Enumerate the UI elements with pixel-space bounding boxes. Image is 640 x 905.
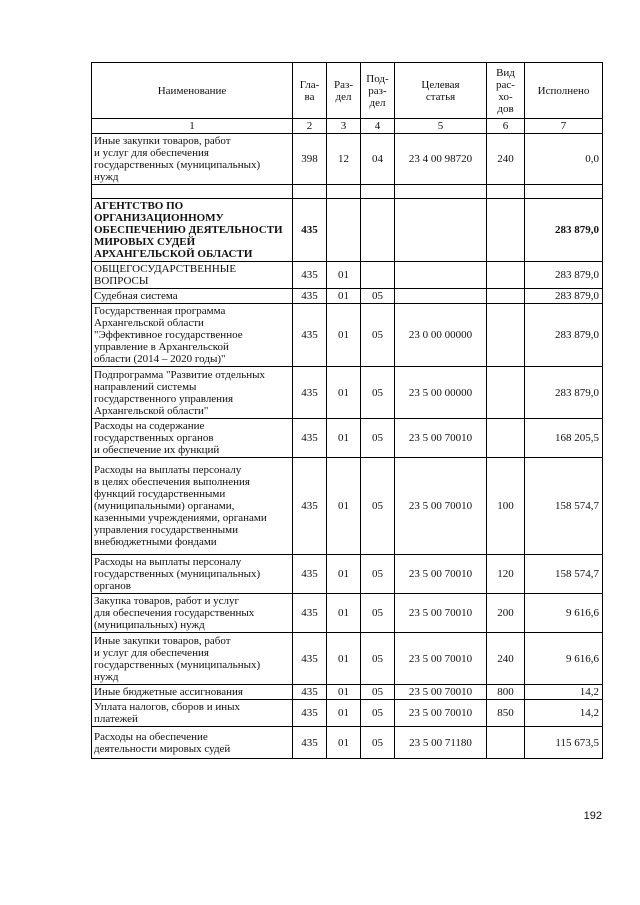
column-number-row bbox=[92, 119, 603, 134]
cell-glava: 435 bbox=[293, 289, 327, 304]
header-podrazdel: Под- раз- дел bbox=[361, 63, 395, 119]
cell-vid bbox=[487, 419, 525, 458]
cell-podrazdel: 05 bbox=[361, 685, 395, 700]
cell-name: Иные закупки товаров, работ и услуг для обеспечения государственных (муниципальных) нужд bbox=[92, 134, 293, 185]
table-row bbox=[92, 633, 603, 685]
header-target: Целевая статья bbox=[395, 63, 487, 119]
cell-podrazdel: 05 bbox=[361, 555, 395, 594]
cell-target: 23 5 00 00000 bbox=[395, 367, 487, 419]
cell-executed: 283 879,0 bbox=[525, 262, 603, 289]
table-row bbox=[92, 134, 603, 185]
cell-razdel: 01 bbox=[327, 262, 361, 289]
cell-target bbox=[395, 199, 487, 262]
cell-name: Подпрограмма "Развитие отдельных направлений системы государственного управления Архангельской области" bbox=[92, 367, 293, 419]
table-row bbox=[92, 304, 603, 367]
cell-name: ОБЩЕГОСУДАРСТВЕННЫЕ ВОПРОСЫ bbox=[92, 262, 293, 289]
column-number: 1 bbox=[92, 119, 293, 134]
cell-razdel: 01 bbox=[327, 289, 361, 304]
cell-podrazdel bbox=[361, 262, 395, 289]
cell-glava: 435 bbox=[293, 458, 327, 555]
cell-executed: 283 879,0 bbox=[525, 289, 603, 304]
cell-podrazdel: 05 bbox=[361, 633, 395, 685]
cell-target: 23 5 00 70010 bbox=[395, 555, 487, 594]
header-vid: Вид рас- хо- дов bbox=[487, 63, 525, 119]
cell-vid: 800 bbox=[487, 685, 525, 700]
cell-vid bbox=[487, 727, 525, 759]
cell-podrazdel: 04 bbox=[361, 134, 395, 185]
cell-executed: 158 574,7 bbox=[525, 555, 603, 594]
cell-vid: 240 bbox=[487, 633, 525, 685]
cell-name: Закупка товаров, работ и услуг для обеспечения государственных (муниципальных) нужд bbox=[92, 594, 293, 633]
cell-vid bbox=[487, 199, 525, 262]
cell-executed: 0,0 bbox=[525, 134, 603, 185]
cell-target: 23 5 00 70010 bbox=[395, 594, 487, 633]
table-row bbox=[92, 594, 603, 633]
cell-razdel bbox=[327, 199, 361, 262]
cell-glava: 435 bbox=[293, 685, 327, 700]
table-row bbox=[92, 555, 603, 594]
cell-vid: 240 bbox=[487, 134, 525, 185]
cell-vid: 100 bbox=[487, 458, 525, 555]
cell-name: Государственная программа Архангельской области "Эффективное государственное управление в Архангельской области (2014 – 2020 годы)" bbox=[92, 304, 293, 367]
table-row bbox=[92, 700, 603, 727]
table-row bbox=[92, 419, 603, 458]
cell-target bbox=[395, 185, 487, 199]
cell-glava: 398 bbox=[293, 134, 327, 185]
table-row bbox=[92, 262, 603, 289]
page-number: 192 bbox=[583, 810, 602, 822]
cell-executed: 158 574,7 bbox=[525, 458, 603, 555]
column-number: 4 bbox=[361, 119, 395, 134]
cell-podrazdel: 05 bbox=[361, 304, 395, 367]
header-glava: Гла- ва bbox=[293, 63, 327, 119]
cell-name: Расходы на обеспечение деятельности мировых судей bbox=[92, 727, 293, 759]
cell-razdel: 01 bbox=[327, 700, 361, 727]
header-name: Наименование bbox=[92, 63, 293, 119]
cell-vid bbox=[487, 304, 525, 367]
header-razdel: Раз- дел bbox=[327, 63, 361, 119]
cell-podrazdel: 05 bbox=[361, 594, 395, 633]
cell-target bbox=[395, 289, 487, 304]
cell-vid bbox=[487, 289, 525, 304]
cell-vid bbox=[487, 262, 525, 289]
cell-razdel: 01 bbox=[327, 685, 361, 700]
cell-razdel: 01 bbox=[327, 304, 361, 367]
table-body bbox=[92, 134, 603, 759]
cell-glava: 435 bbox=[293, 555, 327, 594]
cell-vid bbox=[487, 185, 525, 199]
cell-razdel: 01 bbox=[327, 419, 361, 458]
column-number: 3 bbox=[327, 119, 361, 134]
cell-podrazdel: 05 bbox=[361, 367, 395, 419]
cell-target bbox=[395, 262, 487, 289]
cell-executed: 14,2 bbox=[525, 700, 603, 727]
cell-podrazdel: 05 bbox=[361, 289, 395, 304]
cell-vid: 850 bbox=[487, 700, 525, 727]
table-row bbox=[92, 289, 603, 304]
cell-razdel: 01 bbox=[327, 594, 361, 633]
budget-table bbox=[91, 62, 603, 759]
table-row bbox=[92, 185, 603, 199]
cell-podrazdel: 05 bbox=[361, 700, 395, 727]
column-number: 5 bbox=[395, 119, 487, 134]
cell-razdel: 01 bbox=[327, 555, 361, 594]
cell-podrazdel: 05 bbox=[361, 419, 395, 458]
cell-executed: 115 673,5 bbox=[525, 727, 603, 759]
cell-glava: 435 bbox=[293, 304, 327, 367]
cell-name: АГЕНТСТВО ПО ОРГАНИЗАЦИОННОМУ ОБЕСПЕЧЕНИЮ ДЕЯТЕЛЬНОСТИ МИРОВЫХ СУДЕЙ АРХАНГЕЛЬСКОЙ ОБЛАСТИ bbox=[92, 199, 293, 262]
cell-glava: 435 bbox=[293, 633, 327, 685]
cell-name: Расходы на выплаты персоналу в целях обеспечения выполнения функций государственными (муниципальными) органами, казенными учреждениями, органами управления государственными внебюджетными фондами bbox=[92, 458, 293, 555]
table-row bbox=[92, 727, 603, 759]
cell-executed: 168 205,5 bbox=[525, 419, 603, 458]
cell-podrazdel: 05 bbox=[361, 458, 395, 555]
cell-name: Расходы на выплаты персоналу государственных (муниципальных) органов bbox=[92, 555, 293, 594]
cell-target: 23 5 00 70010 bbox=[395, 685, 487, 700]
cell-target: 23 0 00 00000 bbox=[395, 304, 487, 367]
cell-razdel: 12 bbox=[327, 134, 361, 185]
cell-razdel bbox=[327, 185, 361, 199]
cell-glava bbox=[293, 185, 327, 199]
cell-vid: 200 bbox=[487, 594, 525, 633]
cell-podrazdel bbox=[361, 185, 395, 199]
cell-executed: 283 879,0 bbox=[525, 304, 603, 367]
cell-razdel: 01 bbox=[327, 633, 361, 685]
cell-razdel: 01 bbox=[327, 727, 361, 759]
cell-executed: 9 616,6 bbox=[525, 594, 603, 633]
cell-vid: 120 bbox=[487, 555, 525, 594]
cell-target: 23 5 00 71180 bbox=[395, 727, 487, 759]
column-number: 6 bbox=[487, 119, 525, 134]
cell-executed bbox=[525, 185, 603, 199]
cell-glava: 435 bbox=[293, 594, 327, 633]
cell-target: 23 5 00 70010 bbox=[395, 633, 487, 685]
cell-name bbox=[92, 185, 293, 199]
cell-executed: 283 879,0 bbox=[525, 367, 603, 419]
cell-glava: 435 bbox=[293, 367, 327, 419]
table-row bbox=[92, 458, 603, 555]
cell-glava: 435 bbox=[293, 419, 327, 458]
cell-executed: 283 879,0 bbox=[525, 199, 603, 262]
cell-razdel: 01 bbox=[327, 458, 361, 555]
cell-target: 23 4 00 98720 bbox=[395, 134, 487, 185]
table-row bbox=[92, 367, 603, 419]
cell-glava: 435 bbox=[293, 727, 327, 759]
cell-target: 23 5 00 70010 bbox=[395, 458, 487, 555]
cell-glava: 435 bbox=[293, 199, 327, 262]
cell-name: Уплата налогов, сборов и иных платежей bbox=[92, 700, 293, 727]
cell-razdel: 01 bbox=[327, 367, 361, 419]
table-row bbox=[92, 685, 603, 700]
cell-target: 23 5 00 70010 bbox=[395, 419, 487, 458]
header-row bbox=[92, 63, 603, 119]
cell-name: Иные бюджетные ассигнования bbox=[92, 685, 293, 700]
table-row bbox=[92, 199, 603, 262]
cell-glava: 435 bbox=[293, 262, 327, 289]
cell-target: 23 5 00 70010 bbox=[395, 700, 487, 727]
cell-executed: 14,2 bbox=[525, 685, 603, 700]
header-executed: Исполнено bbox=[525, 63, 603, 119]
column-number: 7 bbox=[525, 119, 603, 134]
cell-executed: 9 616,6 bbox=[525, 633, 603, 685]
cell-name: Судебная система bbox=[92, 289, 293, 304]
cell-podrazdel bbox=[361, 199, 395, 262]
cell-name: Расходы на содержание государственных органов и обеспечение их функций bbox=[92, 419, 293, 458]
cell-podrazdel: 05 bbox=[361, 727, 395, 759]
cell-glava: 435 bbox=[293, 700, 327, 727]
cell-vid bbox=[487, 367, 525, 419]
column-number: 2 bbox=[293, 119, 327, 134]
cell-name: Иные закупки товаров, работ и услуг для обеспечения государственных (муниципальных) нужд bbox=[92, 633, 293, 685]
